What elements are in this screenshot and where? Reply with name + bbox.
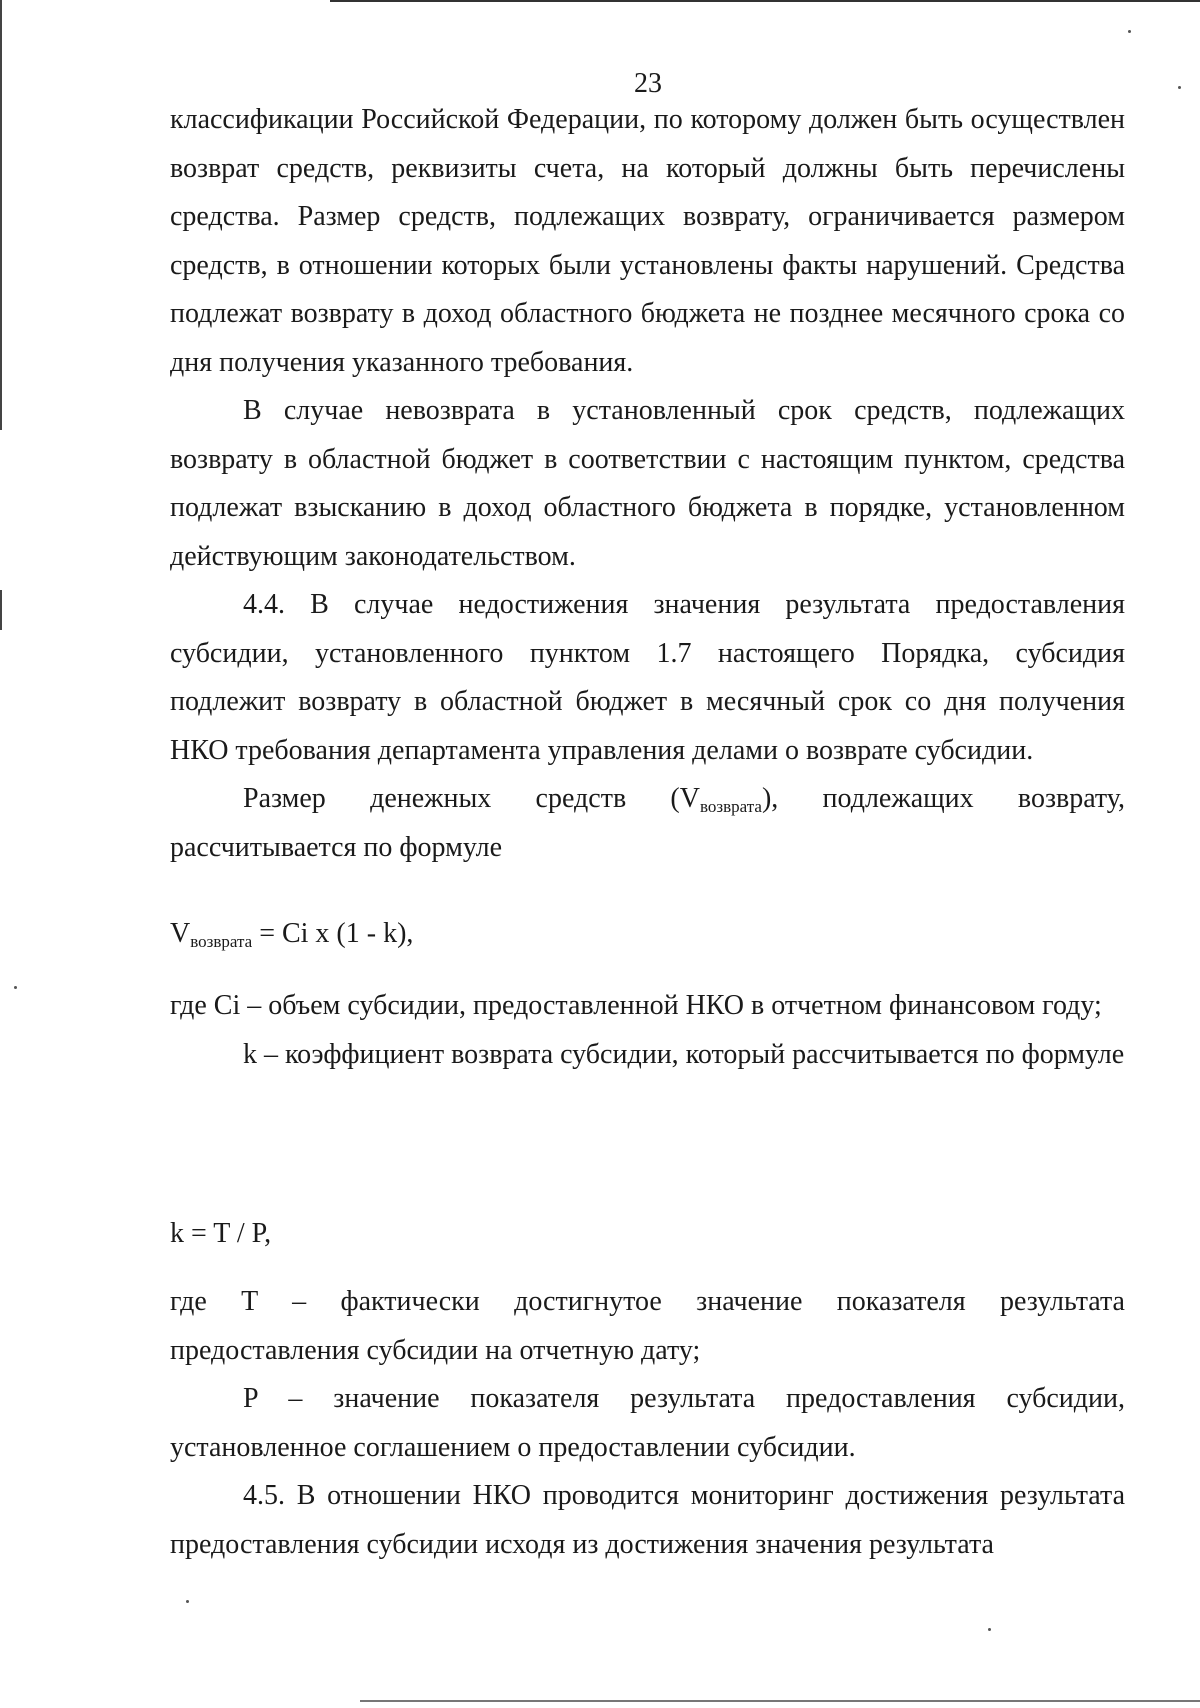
paragraph-6: k – коэффициент возврата субсидии, который рассчитывается по формуле xyxy=(243,1038,1125,1070)
paragraph-7: где T – фактически достигнутое значение показателя результата предоставления субсидии на отчетную дату; xyxy=(170,1286,1125,1366)
paragraph-5: где Ci – объем субсидии, предоставленной НКО в отчетном финансовом году; xyxy=(170,990,1102,1021)
paragraph-2: В случае невозврата в установленный срок средств, подлежащих возврату в областной бюджет в соответствии с настоящим пунктом, средства подлежат взысканию в доход областного бюджета в порядке, установленном действующим законодательством. xyxy=(170,395,1125,572)
body-text-3 xyxy=(170,1278,1125,1569)
paragraph-4-start: Размер денежных средств (V xyxy=(243,783,700,814)
scan-edge-top xyxy=(330,0,1200,2)
formula-refund-lhs: V xyxy=(170,918,191,949)
formula-refund-rhs: = Ci x (1 - k), xyxy=(252,918,414,949)
paragraph-4-subscript: возврата xyxy=(699,797,762,816)
paragraph-8: P – значение показателя результата предоставления субсидии, установленное соглашением о предоставлении субсидии. xyxy=(170,1383,1125,1463)
paragraph-4 xyxy=(170,775,1125,872)
body-text-2 xyxy=(170,982,1125,1079)
paragraph-9: 4.5. В отношении НКО проводится мониторинг достижения результата предоставления субсидии исходя из достижения значения результата xyxy=(170,1480,1125,1560)
formula-refund xyxy=(170,910,1125,959)
page-number: 23 xyxy=(634,68,662,99)
paragraph-4-end: ), подлежащих возврату, рассчитывается по формуле xyxy=(170,783,1126,863)
formula-block-1 xyxy=(170,910,1125,959)
body-text xyxy=(170,96,1125,872)
formula-refund-subscript: возврата xyxy=(190,932,253,951)
scan-speck xyxy=(186,1600,189,1603)
scan-edge-left-fragment xyxy=(0,590,2,630)
scan-speck xyxy=(1128,30,1131,33)
scan-speck xyxy=(988,1628,991,1631)
formula-block-2 xyxy=(170,1210,1125,1259)
paragraph-1: классификации Российской Федерации, по которому должен быть осуществлен возврат средств, реквизиты счета, на который должны быть перечислены средства. Размер средств, подлежащих возврату, ограничивается размером средств, в отношении которых были установлены факты нарушений. Средства подлежат возврату в доход областного бюджета не позднее месячного срока со дня получения указанного требования. xyxy=(170,104,1125,378)
scan-edge-bottom xyxy=(360,1700,1200,1702)
paragraph-3: 4.4. В случае недостижения значения результата предоставления субсидии, установленного пунктом 1.7 настоящего Порядка, субсидия подлежит возврату в областной бюджет в месячный срок со дня получения НКО требования департамента управления делами о возврате субсидии. xyxy=(170,589,1125,766)
scan-speck xyxy=(14,986,17,989)
formula-coefficient: k = T / P, xyxy=(170,1218,272,1249)
